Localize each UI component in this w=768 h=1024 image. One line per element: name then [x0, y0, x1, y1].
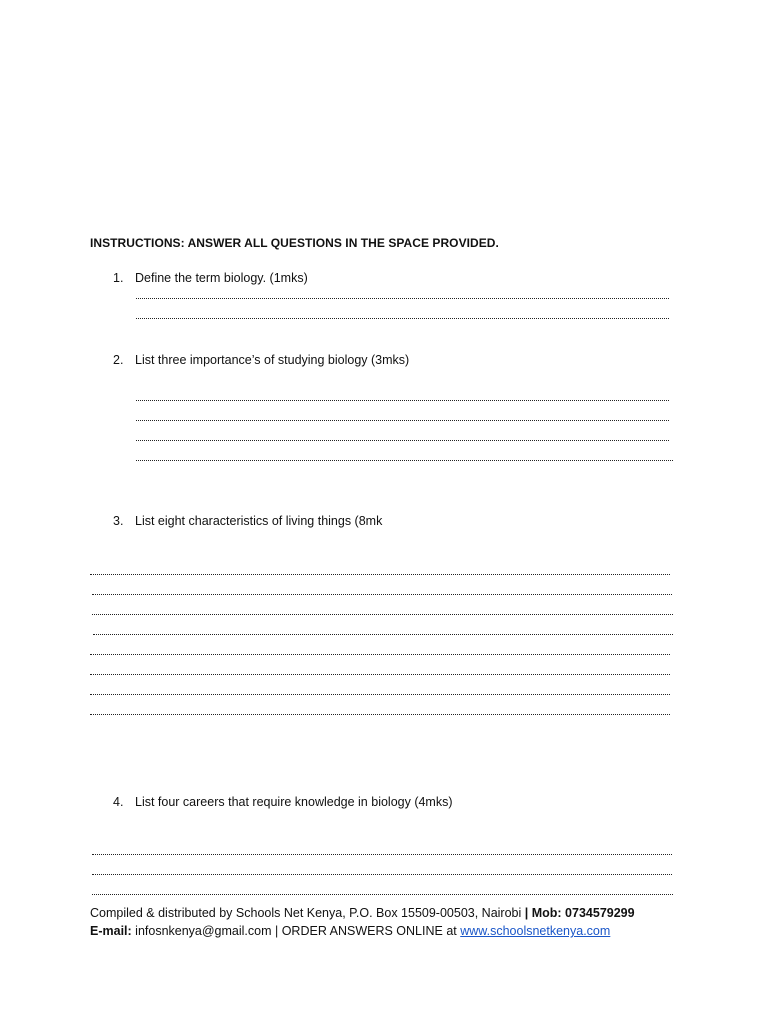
- question-text: List four careers that require knowledge in biology (4mks): [135, 795, 453, 809]
- answer-line[interactable]: [92, 894, 673, 895]
- answer-line[interactable]: [90, 654, 670, 655]
- answer-line[interactable]: [136, 318, 669, 319]
- answer-line[interactable]: [92, 614, 673, 615]
- question-text: List eight characteristics of living things (8mk: [135, 514, 383, 528]
- question-number: 4.: [113, 795, 124, 809]
- answer-line[interactable]: [90, 674, 670, 675]
- question-text: Define the term biology. (1mks): [135, 271, 308, 285]
- footer-line-2: [90, 924, 610, 938]
- answer-line[interactable]: [90, 574, 670, 575]
- answer-line[interactable]: [93, 634, 673, 635]
- answer-line[interactable]: [136, 420, 669, 421]
- footer-mobile: Mob: 0734579299: [531, 906, 635, 920]
- footer-separator: |: [524, 906, 532, 920]
- answer-line[interactable]: [136, 460, 673, 461]
- question-number: 2.: [113, 353, 124, 367]
- answer-line[interactable]: [90, 694, 670, 695]
- answer-line[interactable]: [136, 440, 669, 441]
- answer-line[interactable]: [90, 714, 670, 715]
- question-text: List three importance’s of studying biology (3mks): [135, 353, 410, 367]
- footer-email-label: E-mail:: [90, 924, 132, 938]
- instructions-heading: INSTRUCTIONS: ANSWER ALL QUESTIONS IN THE SPACE PROVIDED.: [90, 236, 499, 250]
- footer-line-1: [90, 906, 635, 920]
- answer-line[interactable]: [136, 400, 669, 401]
- question-number: 1.: [113, 271, 124, 285]
- answer-line[interactable]: [92, 594, 672, 595]
- question-number: 3.: [113, 514, 124, 528]
- answer-line[interactable]: [92, 854, 672, 855]
- answer-line[interactable]: [92, 874, 672, 875]
- answer-line[interactable]: [136, 298, 669, 299]
- website-link[interactable]: www.schoolsnetkenya.com: [460, 924, 611, 938]
- footer-email-text: infosnkenya@gmail.com | ORDER ANSWERS ONLINE at: [131, 924, 461, 938]
- footer-publisher-text: Compiled & distributed by Schools Net Kenya, P.O. Box 15509-00503, Nairobi: [90, 906, 525, 920]
